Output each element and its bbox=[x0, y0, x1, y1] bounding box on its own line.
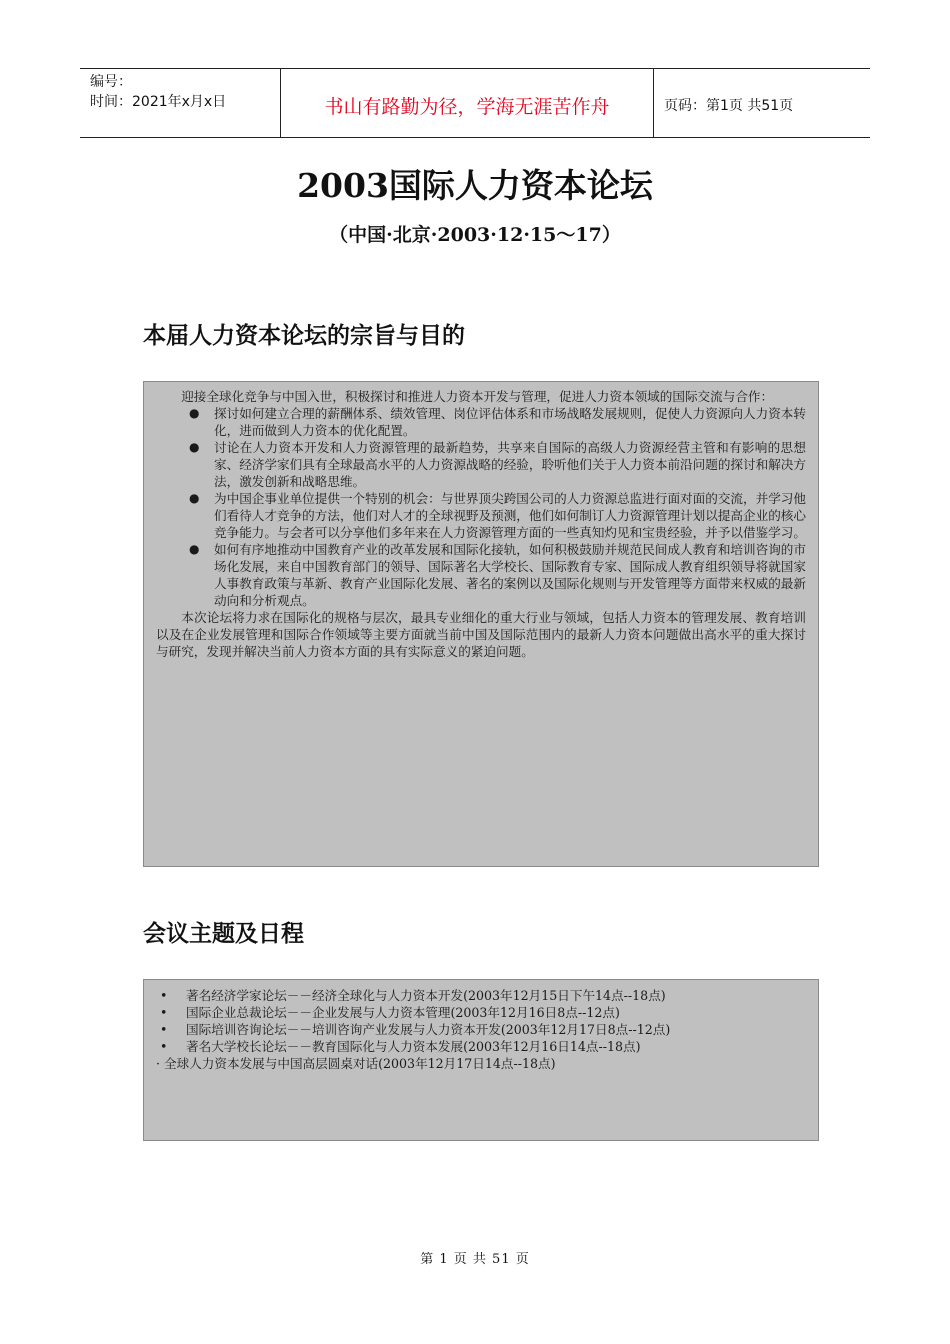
bullet-icon: ● bbox=[189, 542, 200, 556]
list-item bbox=[156, 1021, 806, 1038]
document-header bbox=[80, 68, 870, 138]
section2-heading: 会议主题及日程 bbox=[143, 921, 304, 947]
list-item bbox=[156, 987, 806, 1004]
list-item-text: 著名大学校长论坛－－教育国际化与人力资本发展(2003年12月16日14点--18点) bbox=[186, 1039, 641, 1054]
list-item-text: 为中国企事业单位提供一个特别的机会：与世界顶尖跨国公司的人力资源总监进行面对面的交流，并学习他们看待人才竞争的方法，他们对人才的全球视野及预测，他们如何制订人力资源管理计划以提高企业的核心竞争能力。与会者可以分享他们多年来在人力资源管理方面的一些真知灼见和宝贵经验，并予以借鉴学习。 bbox=[214, 491, 806, 540]
purpose-list bbox=[156, 405, 806, 609]
time-label: 时间：2021年x月x日 bbox=[90, 94, 227, 110]
page-footer: 第 1 页 共 51 页 bbox=[420, 1252, 530, 1267]
list-item bbox=[156, 405, 806, 439]
document-subtitle: （中国·北京·2003·12·15～17） bbox=[329, 224, 621, 246]
list-item-text: 如何有序地推动中国教育产业的改革发展和国际化接轨，如何积极鼓励并规范民间成人教育和培训咨询的市场化发展，来自中国教育部门的领导、国际著名大学校长、国际教育专家、国际成人教育组织领导将就国家人事教育政策与革新、教育产业国际化发展、著名的案例以及国际化规则与开发管理等方面带来权威的最新动向和分析观点。 bbox=[214, 542, 806, 608]
list-item bbox=[156, 541, 806, 609]
bullet-icon: • bbox=[160, 988, 168, 1003]
list-item bbox=[156, 490, 806, 541]
purpose-intro: 迎接全球化竞争与中国入世，积极探讨和推进人力资本开发与管理，促进人力资本领域的国际交流与合作： bbox=[181, 389, 774, 404]
number-label: 编号： bbox=[90, 74, 132, 90]
bullet-icon: ● bbox=[189, 440, 200, 454]
purpose-box bbox=[143, 381, 819, 867]
schedule-last-item: · 全球人力资本发展与中国高层圆桌对话(2003年12月17日14点--18点) bbox=[156, 1056, 556, 1071]
bullet-icon: • bbox=[160, 1005, 168, 1020]
list-item-text: 讨论在人力资本开发和人力资源管理的最新趋势，共享来自国际的高级人力资源经营主管和有影响的思想家、经济学家们具有全球最高水平的人力资源战略的经验，聆听他们关于人力资本前沿问题的探讨和解决方法，激发创新和战略思维。 bbox=[214, 440, 806, 489]
document-title: 2003国际人力资本论坛 bbox=[297, 166, 653, 205]
purpose-closing: 本次论坛将力求在国际化的规格与层次，最具专业细化的重大行业与领域，包括人力资本的管理发展、教育培训以及在企业发展管理和国际合作领域等主要方面就当前中国及国际范围内的最新人力资本问题做出高水平的重大探讨与研究，发现并解决当前人力资本方面的具有实际意义的紧迫问题。 bbox=[156, 610, 806, 659]
list-item-text: 国际企业总裁论坛－－企业发展与人力资本管理(2003年12月16日8点--12点) bbox=[186, 1005, 620, 1020]
list-item-text: 探讨如何建立合理的薪酬体系、绩效管理、岗位评估体系和市场战略发展规则，促使人力资源向人力资本转化，进而做到人力资本的优化配置。 bbox=[214, 406, 806, 438]
bullet-icon: ● bbox=[189, 406, 200, 420]
list-item bbox=[156, 1004, 806, 1021]
schedule-list bbox=[156, 987, 806, 1055]
list-item bbox=[156, 1038, 806, 1055]
bullet-icon: ● bbox=[189, 491, 200, 505]
schedule-box bbox=[143, 979, 819, 1141]
header-meta bbox=[80, 69, 281, 137]
list-item bbox=[156, 439, 806, 490]
section1-heading: 本届人力资本论坛的宗旨与目的 bbox=[143, 323, 465, 349]
list-item-text: 著名经济学家论坛－－经济全球化与人力资本开发(2003年12月15日下午14点--18点) bbox=[186, 988, 666, 1003]
header-motto: 书山有路勤为径，学海无涯苦作舟 bbox=[281, 69, 654, 137]
bullet-icon: • bbox=[160, 1022, 168, 1037]
bullet-icon: • bbox=[160, 1039, 168, 1054]
header-page-info: 页码：第1页 共51页 bbox=[664, 98, 794, 114]
list-item-text: 国际培训咨询论坛－－培训咨询产业发展与人力资本开发(2003年12月17日8点--12点) bbox=[186, 1022, 671, 1037]
